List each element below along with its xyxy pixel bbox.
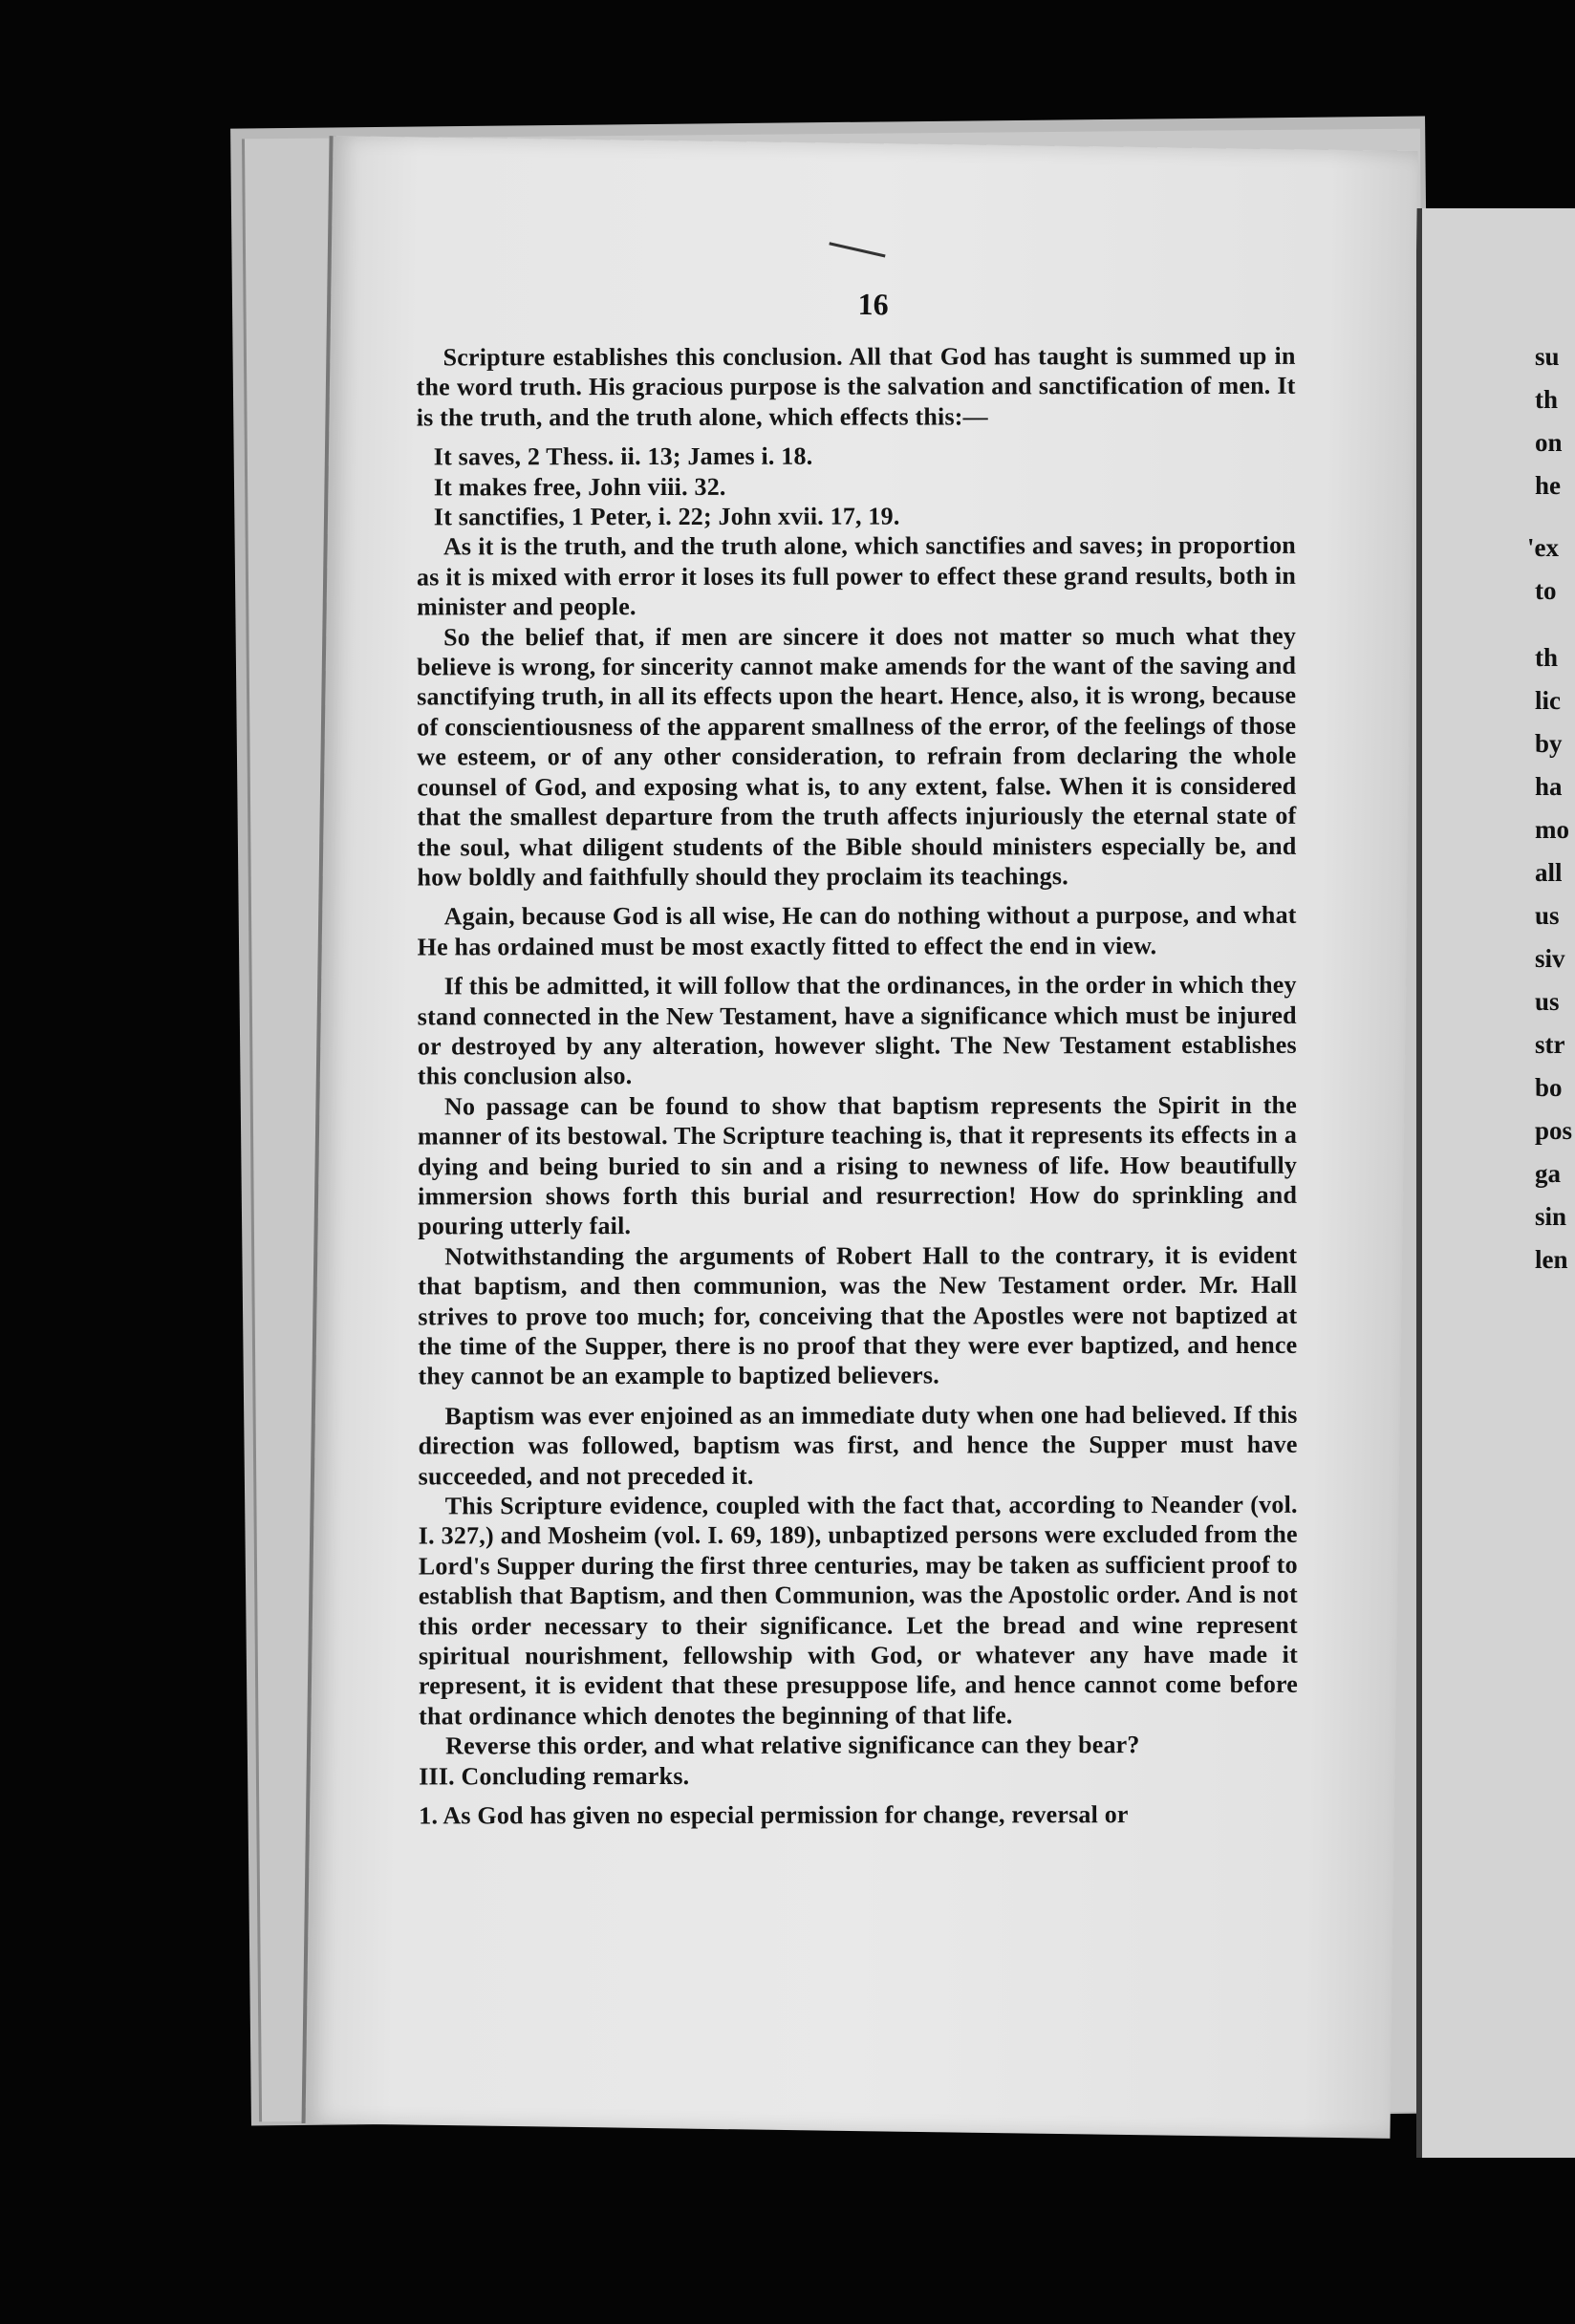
book-page [302,136,1418,2139]
facing-page-fragment: len [1535,1245,1568,1274]
facing-page-fragment: 'ex [1527,533,1559,562]
paragraph: It sanctifies, 1 Peter, i. 22; John xvii. 17, 19. [433,502,900,531]
facing-page-fragment: us [1535,987,1560,1016]
paragraph: As it is the truth, and the truth alone, which sanctifies and saves; in proportion as it is mixed with error it loses its full power to effect these grand results, both in minister and people. [416,531,1297,621]
page-number: 16 [857,286,889,322]
paragraph: III. Concluding remarks. [419,1761,690,1791]
facing-page-fragment: to [1535,576,1557,605]
paragraph: 1. As God has given no especial permission for change, reversal or [419,1800,1129,1830]
facing-page-fragment: th [1535,643,1559,672]
facing-page-fragment: us [1535,901,1560,930]
facing-page-fragment: bo [1535,1073,1563,1102]
paragraph: No passage can be found to show that baptism represents the Spirit in the manner of its bestowal. The Scripture teaching is, that it represents its effects in a dying and being buried to sin and a rising to newness of life. How beautifully immersion shows forth this burial and resurrection! How do sprinkling and pouring utterly fail. [417,1090,1298,1240]
paragraph: If this be admitted, it will follow that the ordinances, in the order in which they stand connected in the New Testament, have a significance which must be injured or destroyed by any alteration, however slight. The New Testament establishes this conclusion also. [417,970,1297,1090]
paragraph: Reverse this order, and what relative significance can they bear? [445,1731,1140,1760]
facing-page-fragment: ha [1535,772,1563,801]
facing-page-fragment: he [1535,471,1561,500]
paragraph: It makes free, John viii. 32. [433,472,726,502]
paragraph: Baptism was ever enjoined as an immediate duty when one had believed. If this direction was followed, baptism was first, and hence the Supper must have succeeded, and not preceded it. [418,1400,1298,1491]
paragraph: So the belief that, if men are sincere it does not matter so much what they believe is wrong, for sincerity cannot make amends for the want of the saving and sanctifying truth, in all its effects upon the heart. Hence, also, it is wrong, because of conscientiousness of the apparent smallness of the error, of the feelings of those we esteem, or of any other consideration, to refrain from declaring the whole counsel of God, and exposing what is, to any extent, false. When it is considered that the smallest departure from the truth affects injuriously the eternal state of the soul, what diligent students of the Bible should ministers especially be, and how boldly and faithfully should they proclaim its teachings. [417,621,1297,892]
ink-mark [829,242,885,257]
facing-page-fragment: on [1535,428,1563,457]
paragraph: Scripture establishes this conclusion. All that God has taught is summed up in the word truth. His gracious purpose is the salvation and sanctification of men. It is the truth, and the truth alone, which effects this:— [416,341,1296,432]
facing-page-fragment: pos [1535,1116,1573,1145]
facing-page-fragment: siv [1535,944,1565,973]
facing-page-fragment: su [1535,342,1560,371]
facing-page-fragment: ga [1535,1159,1561,1188]
facing-page-fragment: th [1535,385,1559,414]
facing-page [1416,208,1575,2158]
facing-page-fragment: all [1535,858,1563,887]
paragraph: It saves, 2 Thess. ii. 13; James i. 18. [433,441,813,471]
facing-page-fragment: sin [1535,1202,1567,1231]
page-body [417,341,1299,1831]
paragraph: Again, because God is all wise, He can do nothing without a purpose, and what He has ordained must be most exactly fitted to effect the end in view. [417,901,1297,961]
paragraph: Notwithstanding the arguments of Robert Hall to the contrary, it is evident that baptism, and then communion, was the New Testament order. Mr. Hall strives to prove too much; for, conceiving that the Apostles were not baptized at the time of the Supper, there is no proof that they were ever baptized, and hence they cannot be an example to baptized believers. [418,1240,1298,1390]
facing-page-fragment: mo [1535,815,1569,844]
facing-page-fragment: str [1535,1030,1565,1059]
facing-page-fragment: lic [1535,686,1561,715]
paragraph: This Scripture evidence, coupled with the fact that, according to Neander (vol. I. 327,) and Mosheim (vol. I. 69, 189), unbaptized persons were excluded from the Lord's Supper during the first three centuries, may be taken as sufficient proof to establish that Baptism, and then Communion, was the Apostolic order. And is not this order necessary to their significance. Let the bread and wine represent spiritual nourishment, fellowship with God, or whatever any have made it represent, it is evident that these presuppose life, and hence cannot come before that ordinance which denotes the beginning of that life. [418,1490,1299,1731]
facing-page-fragment: by [1535,729,1563,758]
